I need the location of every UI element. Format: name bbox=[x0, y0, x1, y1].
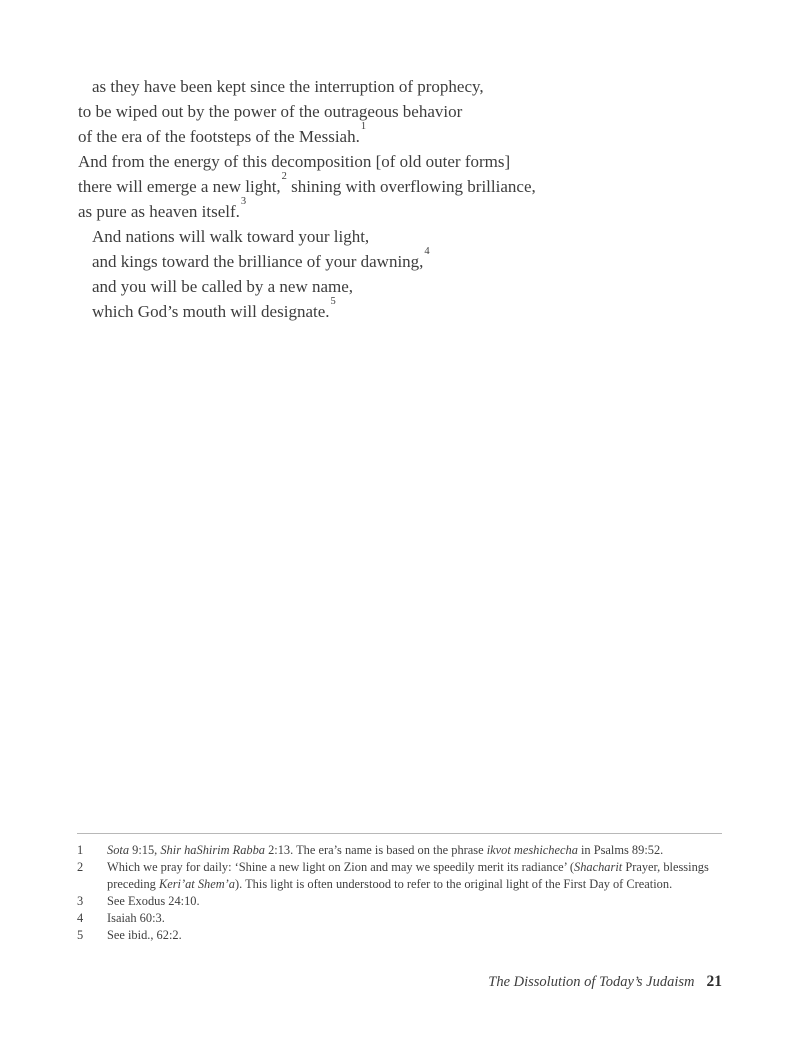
poem-line-text: and kings toward the brilliance of your dawning, bbox=[92, 252, 424, 271]
poem-line bbox=[78, 171, 726, 199]
page-footer bbox=[488, 973, 722, 991]
page-number: 21 bbox=[706, 973, 722, 990]
footnote-text bbox=[107, 842, 722, 859]
poem-line bbox=[78, 224, 726, 249]
poem-line bbox=[78, 274, 726, 299]
footnote-marker-4: 4 bbox=[424, 246, 430, 258]
poem-line-text: which God’s mouth will designate. bbox=[92, 302, 330, 321]
poem-line-text: and you will be called by a new name, bbox=[92, 277, 354, 296]
footnote-item bbox=[77, 927, 722, 944]
footnote-number: 1 bbox=[77, 843, 84, 857]
footnote-text-segment: See Exodus 24:10. bbox=[107, 894, 200, 908]
footnote-number: 4 bbox=[77, 911, 84, 925]
footnote-marker-5: 5 bbox=[330, 296, 336, 308]
footnote-text bbox=[107, 927, 722, 944]
poem-line-text: of the era of the footsteps of the Messiah. bbox=[78, 127, 360, 146]
footnote-text-segment: in Psalms 89:52. bbox=[577, 843, 664, 857]
footnote-marker-1: 1 bbox=[360, 121, 367, 133]
footnote-text bbox=[107, 893, 722, 910]
footnote-item bbox=[77, 910, 722, 927]
footnote-text-segment: Prayer, blessings preceding bbox=[107, 860, 709, 891]
footnote-text-italic: ikvot meshichecha bbox=[486, 843, 578, 857]
footnote-text-segment: ). This light is often understood to refer to the original light of the First Day of Creation. bbox=[235, 877, 673, 891]
footnote-item bbox=[77, 893, 722, 910]
footnote-item bbox=[77, 842, 722, 859]
footnote-text-italic: Shir haShirim Rabba bbox=[160, 843, 265, 857]
poem-line bbox=[78, 246, 726, 274]
poem-line bbox=[78, 74, 726, 99]
poem-line bbox=[78, 196, 726, 224]
poem-line-text: as pure as heaven itself. bbox=[78, 202, 240, 221]
footnote-text-segment: Isaiah 60:3. bbox=[107, 911, 165, 925]
poem-line-text: And from the energy of this decomposition [of old outer forms] bbox=[78, 152, 511, 171]
footnote-text-segment: Which we pray for daily: ‘Shine a new light on Zion and may we speedily merit its radiance’ ( bbox=[107, 860, 575, 874]
footnote-text-segment: See ibid., 62:2. bbox=[107, 928, 182, 942]
poem-line-text: there will emerge a new light, bbox=[78, 177, 281, 196]
footnote-marker-2: 2 bbox=[281, 171, 287, 183]
poem-text bbox=[78, 74, 726, 324]
footnote-text-segment: 9:15, bbox=[129, 843, 161, 857]
poem-line bbox=[78, 296, 726, 324]
poem-line-text: shining with overflowing brilliance, bbox=[286, 177, 536, 196]
footnote-number: 2 bbox=[77, 860, 84, 874]
footnote-text bbox=[107, 859, 722, 893]
footnote-text-italic: Shacharit bbox=[574, 860, 623, 874]
running-footer-title: The Dissolution of Today’s Judaism bbox=[488, 974, 695, 990]
poem-line-text: And nations will walk toward your light, bbox=[92, 227, 370, 246]
footnote-text bbox=[107, 910, 722, 927]
footnote-text-segment: 2:13. The era’s name is based on the phrase bbox=[265, 843, 487, 857]
footnotes-section bbox=[77, 833, 722, 944]
footnote-text-italic: Sota bbox=[107, 843, 130, 857]
poem-line-text: as they have been kept since the interruption of prophecy, bbox=[92, 77, 484, 96]
footnote-text-italic: Keri’at Shem’a bbox=[158, 877, 236, 891]
poem-line-text: to be wiped out by the power of the outrageous behavior bbox=[78, 102, 463, 121]
footnote-divider bbox=[77, 833, 722, 834]
footnote-number: 3 bbox=[77, 894, 84, 908]
poem-line bbox=[78, 121, 726, 149]
poem-line bbox=[78, 99, 726, 124]
footnote-number: 5 bbox=[77, 928, 84, 942]
footnote-marker-3: 3 bbox=[240, 196, 247, 208]
poem-line bbox=[78, 149, 726, 174]
footnote-item bbox=[77, 859, 722, 893]
